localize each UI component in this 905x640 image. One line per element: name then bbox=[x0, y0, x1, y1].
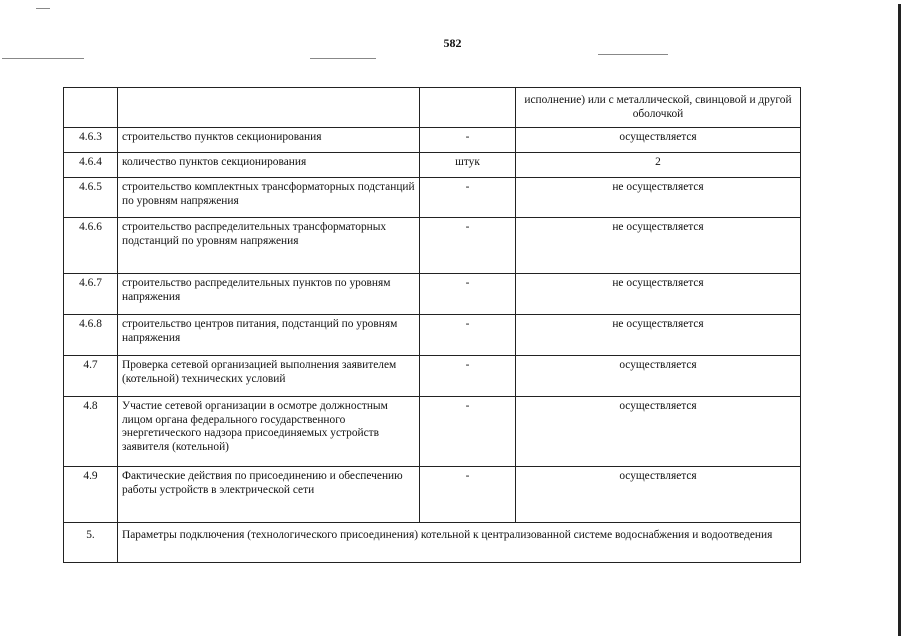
row-number-cell: 4.6.3 bbox=[64, 128, 118, 153]
row-value-cell: не осуществляется bbox=[516, 178, 801, 218]
table-row bbox=[64, 356, 801, 397]
row-number-cell: 4.6.6 bbox=[64, 218, 118, 274]
row-value-cell: 2 bbox=[516, 153, 801, 178]
table-row bbox=[64, 397, 801, 467]
row-value-cell: не осуществляется bbox=[516, 315, 801, 356]
row-value-cell: осуществляется bbox=[516, 356, 801, 397]
row-number-cell: 4.6.7 bbox=[64, 274, 118, 315]
row-unit-cell bbox=[420, 88, 516, 128]
row-unit-cell: штук bbox=[420, 153, 516, 178]
row-unit-cell: - bbox=[420, 218, 516, 274]
table-row bbox=[64, 274, 801, 315]
row-unit-cell: - bbox=[420, 356, 516, 397]
table-row bbox=[64, 467, 801, 523]
row-description-cell: Проверка сетевой организацией выполнения заявителем (котельной) технических условий bbox=[118, 356, 420, 397]
row-description-cell: количество пунктов секционирования bbox=[118, 153, 420, 178]
page-number: 582 bbox=[443, 36, 462, 50]
row-unit-cell: - bbox=[420, 178, 516, 218]
row-description-cell: строительство пунктов секционирования bbox=[118, 128, 420, 153]
row-number-cell bbox=[64, 88, 118, 128]
section-number-cell: 5. bbox=[64, 523, 118, 563]
row-number-cell: 4.7 bbox=[64, 356, 118, 397]
row-value-cell: исполнение) или с металлической, свинцовой и другой оболочкой bbox=[516, 88, 801, 128]
scan-speck bbox=[2, 58, 84, 59]
scan-speck bbox=[598, 54, 668, 55]
row-unit-cell: - bbox=[420, 315, 516, 356]
row-unit-cell: - bbox=[420, 467, 516, 523]
table-row-continuation bbox=[64, 88, 801, 128]
row-value-cell: осуществляется bbox=[516, 397, 801, 467]
row-number-cell: 4.9 bbox=[64, 467, 118, 523]
row-number-cell: 4.6.4 bbox=[64, 153, 118, 178]
row-unit-cell: - bbox=[420, 128, 516, 153]
row-number-cell: 4.8 bbox=[64, 397, 118, 467]
table-row bbox=[64, 218, 801, 274]
row-value-cell: не осуществляется bbox=[516, 218, 801, 274]
row-description-cell: Участие сетевой организации в осмотре должностным лицом органа федерального государственного энергетического надзора присоединяемых устройств заявителя (котельной) bbox=[118, 397, 420, 467]
row-unit-cell: - bbox=[420, 397, 516, 467]
row-description-cell bbox=[118, 88, 420, 128]
row-description-cell: строительство центров питания, подстанций по уровням напряжения bbox=[118, 315, 420, 356]
parameters-table bbox=[63, 87, 801, 563]
table-row bbox=[64, 153, 801, 178]
row-value-cell: не осуществляется bbox=[516, 274, 801, 315]
section-row bbox=[64, 523, 801, 563]
row-value-cell: осуществляется bbox=[516, 467, 801, 523]
section-title-cell: Параметры подключения (технологического присоединения) котельной к централизованной системе водоснабжения и водоотведения bbox=[118, 523, 801, 563]
scan-border-line bbox=[898, 4, 901, 636]
table-row bbox=[64, 178, 801, 218]
scan-speck bbox=[36, 8, 50, 9]
row-description-cell: Фактические действия по присоединению и обеспечению работы устройств в электрической сети bbox=[118, 467, 420, 523]
row-number-cell: 4.6.5 bbox=[64, 178, 118, 218]
row-description-cell: строительство комплектных трансформаторных подстанций по уровням напряжения bbox=[118, 178, 420, 218]
row-description-cell: строительство распределительных трансформаторных подстанций по уровням напряжения bbox=[118, 218, 420, 274]
scan-speck bbox=[310, 58, 376, 59]
table-row bbox=[64, 128, 801, 153]
table-row bbox=[64, 315, 801, 356]
row-value-cell: осуществляется bbox=[516, 128, 801, 153]
row-number-cell: 4.6.8 bbox=[64, 315, 118, 356]
row-unit-cell: - bbox=[420, 274, 516, 315]
row-description-cell: строительство распределительных пунктов по уровням напряжения bbox=[118, 274, 420, 315]
